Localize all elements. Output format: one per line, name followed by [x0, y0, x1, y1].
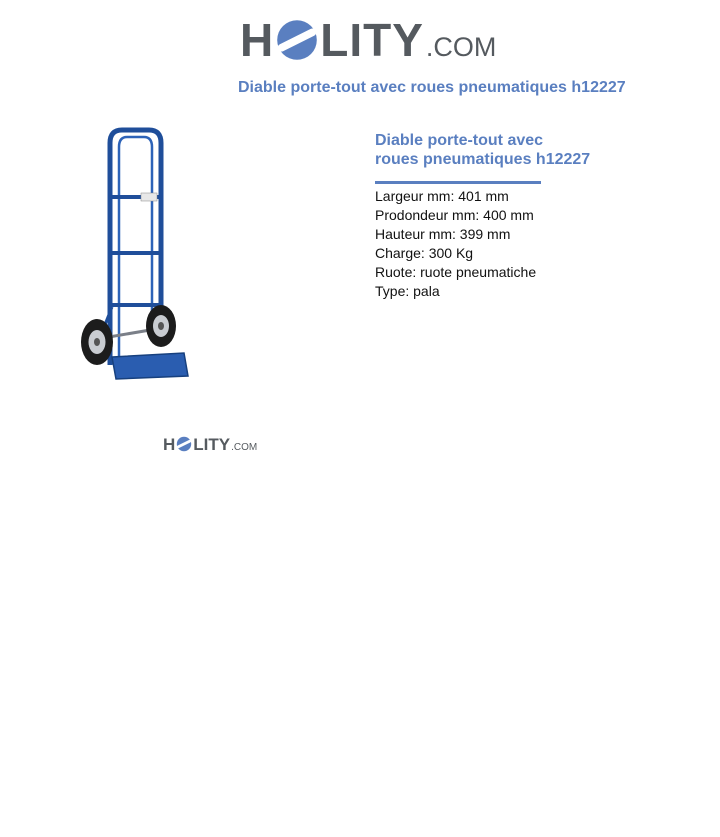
- product-info: [375, 131, 675, 301]
- spec-list: [375, 187, 675, 301]
- logo-small-letter-h: H: [163, 435, 176, 454]
- product-title: [375, 131, 675, 169]
- spec-depth: Prodondeur mm: 400 mm: [375, 207, 534, 223]
- holity-logo[interactable]: [240, 12, 496, 67]
- logo-small-letters-lity: LITY: [193, 435, 231, 454]
- logo-small-o-mark-icon: [176, 436, 192, 452]
- hand-truck-image: [72, 125, 212, 390]
- spec-load: Charge: 300 Kg: [375, 245, 474, 261]
- page-title: Diable porte-tout avec roues pneumatiques h12227: [238, 79, 626, 96]
- spec-height: Hauteur mm: 399 mm: [375, 226, 511, 242]
- spec-wheels: Ruote: ruote pneumatiche: [375, 264, 537, 280]
- logo-small-domain: .COM: [231, 442, 258, 453]
- spec-width: Largeur mm: 401 mm: [375, 188, 509, 204]
- logo-letters-lity: LITY: [320, 14, 424, 66]
- logo-letter-h: H: [240, 14, 275, 66]
- product-title-line-2: roues pneumatiques h12227: [375, 151, 591, 168]
- spec-type: Type: pala: [375, 283, 440, 299]
- logo-domain: .COM: [425, 32, 497, 62]
- logo-o-mark-icon: [275, 18, 319, 62]
- holity-logo-small: [163, 434, 257, 455]
- product-title-line-1: Diable porte-tout avec: [375, 132, 544, 149]
- title-underline: [375, 181, 541, 184]
